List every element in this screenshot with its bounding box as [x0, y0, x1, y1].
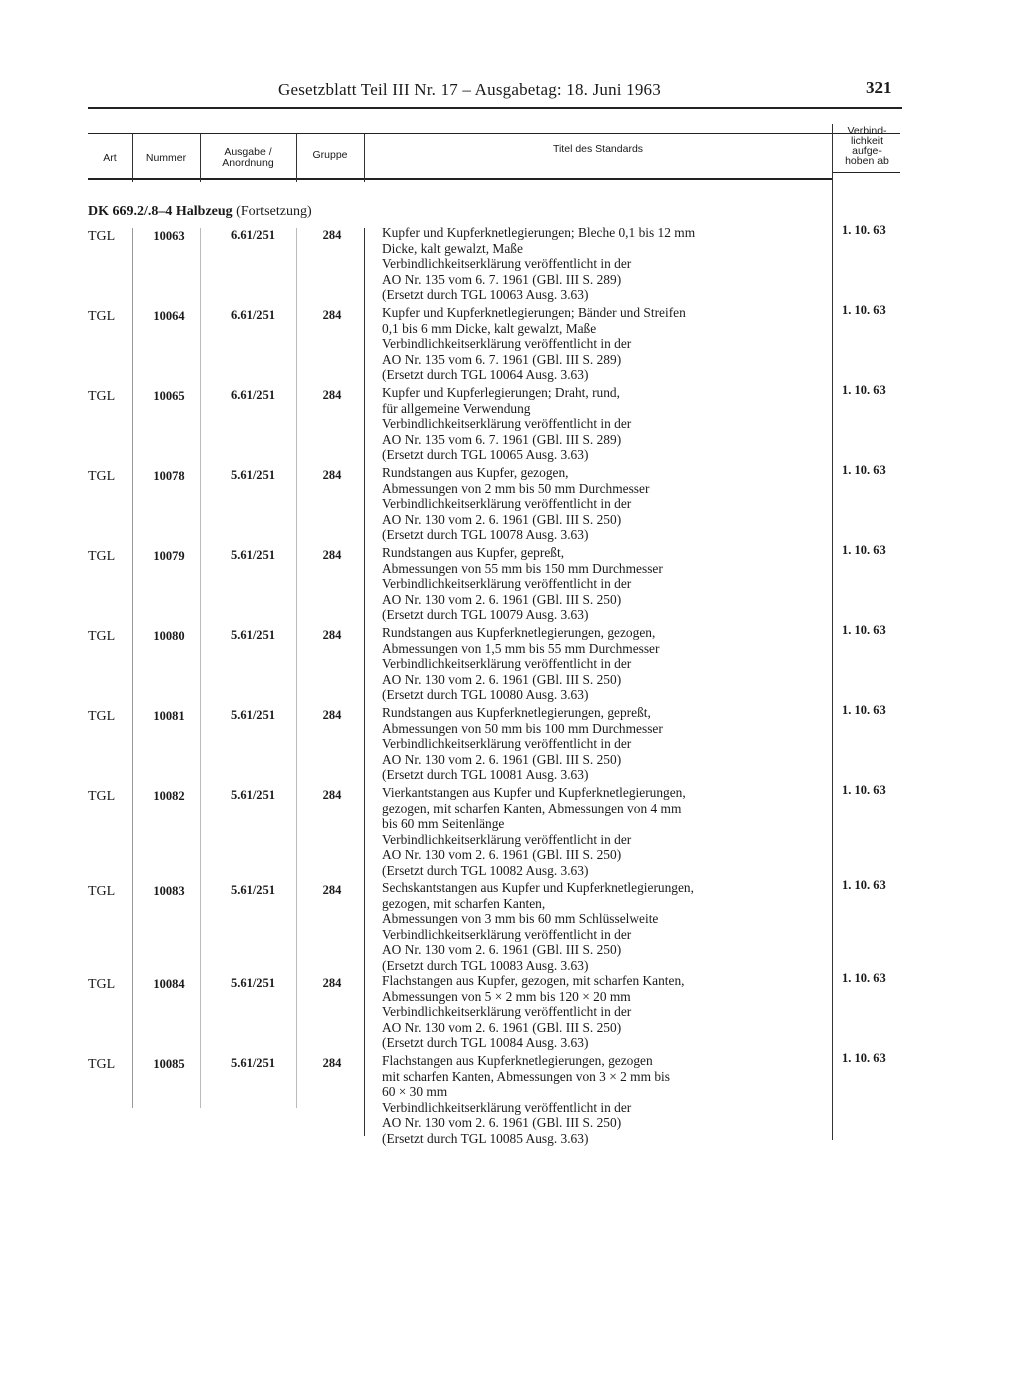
row-title-line: 0,1 bis 6 mm Dicke, kalt gewalzt, Maße [382, 320, 597, 336]
row-title-line: AO Nr. 130 vom 2. 6. 1961 (GBl. III S. 250) [382, 751, 622, 767]
row-title-line: Flachstangen aus Kupfer, gezogen, mit scharfen Kanten, [382, 973, 685, 988]
row-title-line: Verbindlichkeitserklärung veröffentlicht in der [382, 1004, 632, 1020]
row-title-line: Verbindlichkeitserklärung veröffentlicht in der [382, 256, 632, 272]
row-ausgabe: 6.61/251 [230, 228, 276, 242]
row-title-line: Sechskantstangen aus Kupfer und Kupferknetlegierungen, [382, 880, 694, 895]
row-title-line: mit scharfen Kanten, Abmessungen von 3 × 2 mm bis [382, 1068, 670, 1084]
section-heading-bold: DK 669.2/.8–4 Halbzeug [88, 204, 233, 219]
row-nummer: 10079 [153, 549, 185, 563]
row-gruppe: 284 [322, 228, 342, 242]
section-heading [88, 204, 312, 220]
row-title-line: (Ersetzt durch TGL 10078 Ausg. 3.63) [382, 527, 589, 543]
row-ausgabe: 5.61/251 [230, 708, 276, 722]
body-col-divider-1 [132, 228, 133, 1108]
body-col-divider-2 [200, 228, 201, 1108]
row-title [382, 705, 814, 783]
row-ausgabe: 5.61/251 [230, 468, 276, 482]
row-title [382, 305, 814, 383]
row-title-line: Kupfer und Kupferknetlegierungen; Bänder und Streifen [382, 305, 686, 320]
row-title-line: AO Nr. 130 vom 2. 6. 1961 (GBl. III S. 250) [382, 671, 622, 687]
row-ausgabe: 5.61/251 [230, 883, 276, 897]
row-art: TGL [88, 709, 116, 724]
row-title-line: Verbindlichkeitserklärung veröffentlicht in der [382, 831, 632, 847]
row-gruppe: 284 [322, 788, 342, 802]
row-art: TGL [88, 469, 116, 484]
row-verbindlichkeit-date: 1. 10. 63 [842, 463, 886, 477]
row-title-line: (Ersetzt durch TGL 10081 Ausg. 3.63) [382, 767, 589, 783]
row-title-line: Abmessungen von 3 mm bis 60 mm Schlüsselweite [382, 911, 659, 927]
col-header-verbindlichkeit-line1: Verbind- [847, 125, 887, 137]
row-title-line: (Ersetzt durch TGL 10084 Ausg. 3.63) [382, 1035, 589, 1051]
row-title-line: Abmessungen von 5 × 2 mm bis 120 × 20 mm [382, 988, 631, 1004]
row-ausgabe: 5.61/251 [230, 788, 276, 802]
row-ausgabe: 6.61/251 [230, 308, 276, 322]
row-nummer: 10065 [153, 389, 185, 403]
row-title-line: Rundstangen aus Kupfer, gepreßt, [382, 545, 565, 560]
row-verbindlichkeit-date: 1. 10. 63 [842, 1051, 886, 1065]
row-title-line: AO Nr. 135 vom 6. 7. 1961 (GBl. III S. 289) [382, 431, 622, 447]
row-verbindlichkeit-date: 1. 10. 63 [842, 783, 886, 797]
row-title-line: AO Nr. 130 vom 2. 6. 1961 (GBl. III S. 250) [382, 1115, 622, 1131]
col-divider-2 [200, 134, 201, 182]
row-ausgabe: 6.61/251 [230, 388, 276, 402]
row-title-line: Vierkantstangen aus Kupfer und Kupferknetlegierungen, [382, 785, 686, 800]
row-nummer: 10080 [153, 629, 185, 643]
row-verbindlichkeit-date: 1. 10. 63 [842, 623, 886, 637]
row-title-line: (Ersetzt durch TGL 10064 Ausg. 3.63) [382, 367, 589, 383]
row-nummer: 10082 [153, 789, 185, 803]
row-title-line: Kupfer und Kupferknetlegierungen; Bleche 0,1 bis 12 mm [382, 225, 696, 240]
row-verbindlichkeit-date: 1. 10. 63 [842, 971, 886, 985]
row-title-line: (Ersetzt durch TGL 10063 Ausg. 3.63) [382, 287, 589, 303]
row-verbindlichkeit-date: 1. 10. 63 [842, 703, 886, 717]
row-art: TGL [88, 549, 116, 564]
row-title [382, 625, 814, 703]
col-header-verbindlichkeit-line2: lichkeit [850, 135, 884, 147]
page-header-title: Gesetzblatt Teil III Nr. 17 – Ausgabetag: 18. Juni 1963 [278, 80, 661, 99]
row-gruppe: 284 [322, 976, 342, 990]
row-ausgabe: 5.61/251 [230, 976, 276, 990]
row-title-line: Verbindlichkeitserklärung veröffentlicht in der [382, 926, 632, 942]
row-title-line: (Ersetzt durch TGL 10065 Ausg. 3.63) [382, 447, 589, 463]
row-gruppe: 284 [322, 308, 342, 322]
row-art: TGL [88, 884, 116, 899]
col-header-art: Art [103, 152, 117, 164]
row-title-line: Verbindlichkeitserklärung veröffentlicht in der [382, 336, 632, 352]
row-art: TGL [88, 229, 116, 244]
row-verbindlichkeit-date: 1. 10. 63 [842, 383, 886, 397]
row-nummer: 10084 [153, 977, 185, 991]
row-title-line: Abmessungen von 55 mm bis 150 mm Durchmesser [382, 560, 663, 576]
row-title [382, 225, 814, 303]
row-gruppe: 284 [322, 883, 342, 897]
row-ausgabe: 5.61/251 [230, 548, 276, 562]
row-nummer: 10085 [153, 1057, 185, 1071]
row-art: TGL [88, 629, 116, 644]
row-title-line: Verbindlichkeitserklärung veröffentlicht in der [382, 416, 632, 432]
row-title-line: (Ersetzt durch TGL 10082 Ausg. 3.63) [382, 862, 589, 878]
row-title-line: gezogen, mit scharfen Kanten, Abmessungen von 4 mm [382, 800, 682, 816]
col-header-verbindlichkeit [834, 126, 900, 166]
row-title-line: Abmessungen von 2 mm bis 50 mm Durchmesser [382, 480, 650, 496]
row-verbindlichkeit-date: 1. 10. 63 [842, 303, 886, 317]
col-divider-3 [296, 134, 297, 182]
row-title-line: (Ersetzt durch TGL 10083 Ausg. 3.63) [382, 957, 589, 973]
col-header-ausgabe [202, 147, 294, 169]
row-gruppe: 284 [322, 1056, 342, 1070]
row-title-line: AO Nr. 135 vom 6. 7. 1961 (GBl. III S. 289) [382, 351, 622, 367]
row-title-line: Dicke, kalt gewalzt, Maße [382, 240, 523, 256]
row-title-line: (Ersetzt durch TGL 10079 Ausg. 3.63) [382, 607, 589, 623]
row-verbindlichkeit-date: 1. 10. 63 [842, 878, 886, 892]
row-title-line: Verbindlichkeitserklärung veröffentlicht in der [382, 496, 632, 512]
row-title-line: für allgemeine Verwendung [382, 400, 531, 416]
table-header-top-rule [88, 133, 900, 134]
row-nummer: 10078 [153, 469, 185, 483]
col-header-gruppe: Gruppe [312, 149, 348, 161]
row-verbindlichkeit-date: 1. 10. 63 [842, 223, 886, 237]
page-number: 321 [866, 78, 892, 97]
table-header-bottom-rule-right [832, 172, 900, 173]
row-gruppe: 284 [322, 708, 342, 722]
row-ausgabe: 5.61/251 [230, 628, 276, 642]
row-title [382, 880, 814, 974]
row-title [382, 973, 814, 1051]
row-title-line: Rundstangen aus Kupferknetlegierungen, gezogen, [382, 625, 656, 640]
row-gruppe: 284 [322, 388, 342, 402]
row-title [382, 385, 814, 463]
col-header-verbindlichkeit-line4: hoben ab [845, 155, 889, 167]
row-gruppe: 284 [322, 548, 342, 562]
row-title [382, 1053, 814, 1147]
row-title-line: Flachstangen aus Kupferknetlegierungen, gezogen [382, 1053, 653, 1068]
section-heading-suffix: (Fortsetzung) [236, 204, 312, 219]
row-art: TGL [88, 309, 116, 324]
row-title [382, 785, 814, 879]
col-header-ausgabe-line1: Ausgabe / [224, 146, 272, 158]
row-title-line: 60 × 30 mm [382, 1084, 448, 1100]
header-rule [88, 107, 902, 109]
row-art: TGL [88, 977, 116, 992]
row-title-line: gezogen, mit scharfen Kanten, [382, 895, 546, 911]
row-title-line: Abmessungen von 1,5 mm bis 55 mm Durchmesser [382, 640, 660, 656]
row-nummer: 10064 [153, 309, 185, 323]
row-art: TGL [88, 1057, 116, 1072]
row-title-line: AO Nr. 130 vom 2. 6. 1961 (GBl. III S. 250) [382, 942, 622, 958]
row-title-line: AO Nr. 135 vom 6. 7. 1961 (GBl. III S. 289) [382, 271, 622, 287]
col-header-nummer: Nummer [145, 152, 187, 164]
row-title-line: AO Nr. 130 vom 2. 6. 1961 (GBl. III S. 250) [382, 591, 622, 607]
row-title-line: Verbindlichkeitserklärung veröffentlicht in der [382, 656, 632, 672]
row-gruppe: 284 [322, 468, 342, 482]
row-title-line: AO Nr. 130 vom 2. 6. 1961 (GBl. III S. 250) [382, 1019, 622, 1035]
row-title-line: Verbindlichkeitserklärung veröffentlicht in der [382, 576, 632, 592]
col-header-ausgabe-line2: Anordnung [222, 157, 274, 169]
row-title-line: bis 60 mm Seitenlänge [382, 816, 505, 832]
row-title-line: Verbindlichkeitserklärung veröffentlicht in der [382, 1099, 632, 1115]
col-divider-5 [832, 124, 833, 1140]
row-nummer: 10081 [153, 709, 185, 723]
row-title [382, 545, 814, 623]
col-header-verbindlichkeit-line3: aufge- [852, 145, 882, 157]
row-title-line: (Ersetzt durch TGL 10085 Ausg. 3.63) [382, 1130, 589, 1146]
body-col-divider-4 [364, 228, 365, 1136]
row-title-line: Rundstangen aus Kupfer, gezogen, [382, 465, 569, 480]
row-art: TGL [88, 789, 116, 804]
row-title-line: Abmessungen von 50 mm bis 100 mm Durchmesser [382, 720, 663, 736]
row-title [382, 465, 814, 543]
row-gruppe: 284 [322, 628, 342, 642]
row-verbindlichkeit-date: 1. 10. 63 [842, 543, 886, 557]
col-header-titel: Titel des Standards [552, 143, 644, 155]
col-divider-4 [364, 134, 365, 182]
row-ausgabe: 5.61/251 [230, 1056, 276, 1070]
row-nummer: 10083 [153, 884, 185, 898]
row-title-line: (Ersetzt durch TGL 10080 Ausg. 3.63) [382, 687, 589, 703]
row-title-line: AO Nr. 130 vom 2. 6. 1961 (GBl. III S. 250) [382, 847, 622, 863]
row-nummer: 10063 [153, 229, 185, 243]
row-art: TGL [88, 389, 116, 404]
row-title-line: Rundstangen aus Kupferknetlegierungen, gepreßt, [382, 705, 651, 720]
row-title-line: Verbindlichkeitserklärung veröffentlicht in der [382, 736, 632, 752]
row-title-line: AO Nr. 130 vom 2. 6. 1961 (GBl. III S. 250) [382, 511, 622, 527]
row-title-line: Kupfer und Kupferlegierungen; Draht, rund, [382, 385, 620, 400]
col-divider-1 [132, 134, 133, 182]
